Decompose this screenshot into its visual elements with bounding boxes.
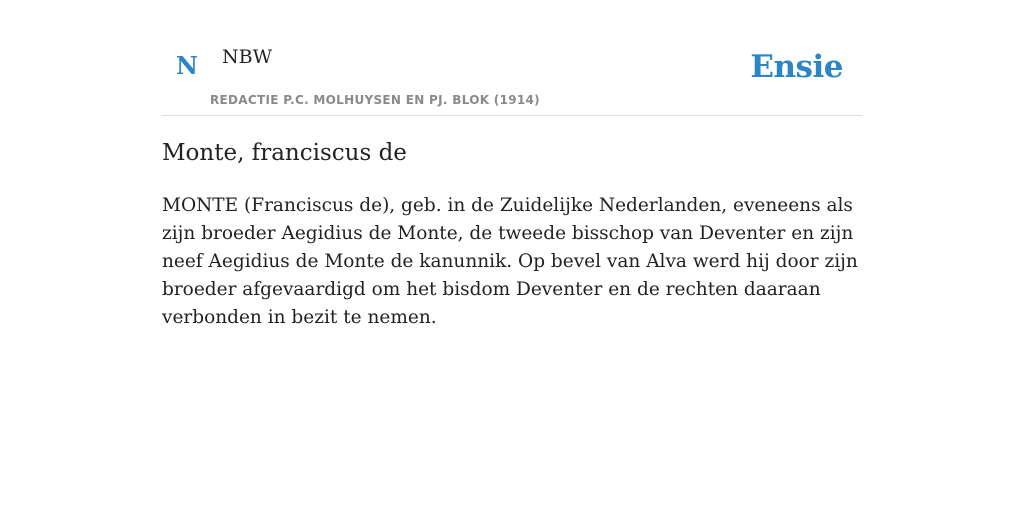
entry-title: Monte, franciscus de bbox=[162, 140, 407, 166]
entry-body: MONTE (Franciscus de), geb. in de Zuidelijke Nederlanden, eveneens als zijn broeder Aegidius de Monte, de tweede bisschop van Deventer en zijn neef Aegidius de Monte de kanunnik. Op bevel van Alva werd hij door zijn broeder afgevaardigd om het bisdom Deventer en de rechten daaraan verbonden in bezit te nemen. bbox=[162, 195, 858, 328]
source-logo-link[interactable]: N bbox=[176, 51, 198, 80]
source-title: NBW bbox=[222, 46, 273, 68]
source-subtitle: REDACTIE P.C. MOLHUYSEN EN PJ. BLOK (1914) bbox=[210, 93, 540, 107]
ensie-logo-link[interactable]: Ensie bbox=[750, 49, 843, 85]
source-header bbox=[162, 0, 862, 116]
